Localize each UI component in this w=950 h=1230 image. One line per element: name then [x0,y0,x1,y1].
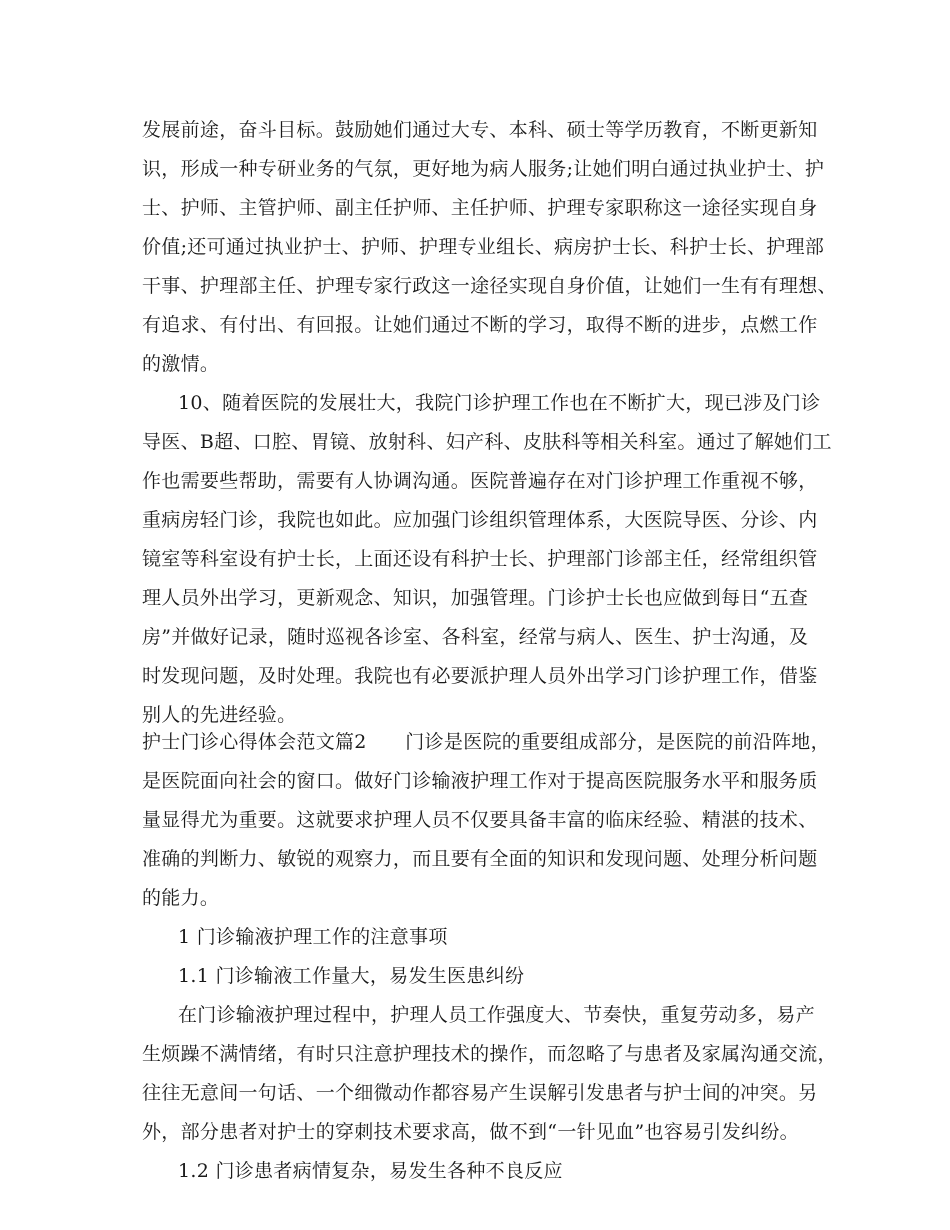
text-line: 10、随着医院的发展壮大，我院门诊护理工作也在不断扩大，现已涉及门诊 [178,392,821,414]
text-line: 导医、B超、口腔、胃镜、放射科、妇产科、皮肤科等相关科室。通过了解她们工 [142,431,832,453]
text-line: 别人的先进经验。 [142,704,297,726]
text-line: 重病房轻门诊，我院也如此。应加强门诊组织管理体系，大医院导医、分诊、内 [142,509,818,531]
text-line: 准确的判断力、敏锐的观察力，而且要有全面的知识和发现问题、处理分析问题 [142,848,818,870]
text-line: 外，部分患者对护士的穿刺技术要求高，做不到“一针见血”也容易引发纠纷。 [142,1121,799,1143]
text-line: 作也需要些帮助，需要有人协调沟通。医院普遍存在对门诊护理工作重视不够， [142,470,818,492]
text-line: 干事、护理部主任、护理专家行政这一途径实现自身价值，让她们一生有有理想、 [142,275,837,297]
text-line: 士、护师、主管护师、副主任护师、主任护师、护理专家职称这一途径实现自身 [142,197,818,219]
text-line: 往往无意间一句话、一个细微动作都容易产生误解引发患者与护士间的冲突。另 [142,1082,818,1104]
text-line: 识，形成一种专研业务的气氛，更好地为病人服务;让她们明白通过执业护士、护 [142,158,825,180]
subheading-line: 1.2 门诊患者病情复杂，易发生各种不良反应 [178,1160,563,1182]
text-line: 在门诊输液护理过程中，护理人员工作强度大、节奏快，重复劳动多，易产 [178,1004,815,1026]
subheading-line: 1.1 门诊输液工作量大，易发生医患纠纷 [178,965,525,987]
section-heading-line: 护士门诊心得体会范文篇2 门诊是医院的重要组成部分，是医院的前沿阵地， [142,731,830,753]
subheading-line: 1 门诊输液护理工作的注意事项 [178,926,448,948]
text-line: 量显得尤为重要。这就要求护理人员不仅要具备丰富的临床经验、精湛的技术、 [142,809,818,831]
text-line: 是医院面向社会的窗口。做好门诊输液护理工作对于提高医院服务水平和服务质 [142,770,818,792]
text-line: 有追求、有付出、有回报。让她们通过不断的学习，取得不断的进步，点燃工作 [142,314,818,336]
text-line: 的能力。 [142,887,220,909]
text-line: 理人员外出学习，更新观念、知识，加强管理。门诊护士长也应做到每日“五查 [142,587,809,609]
text-line: 价值;还可通过执业护士、护师、护理专业组长、病房护士长、科护士长、护理部 [142,236,825,258]
text-line: 时发现问题，及时处理。我院也有必要派护理人员外出学习门诊护理工作，借鉴 [142,665,818,687]
text-line: 的激情。 [142,353,220,375]
text-line: 发展前途，奋斗目标。鼓励她们通过大专、本科、硕士等学历教育，不断更新知 [142,119,818,141]
text-line: 镜室等科室设有护士长，上面还设有科护士长、护理部门诊部主任，经常组织管 [142,548,818,570]
text-line: 生烦躁不满情绪，有时只注意护理技术的操作，而忽略了与患者及家属沟通交流， [142,1043,837,1065]
text-line: 房”并做好记录，随时巡视各诊室、各科室，经常与病人、医生、护士沟通，及 [142,626,809,648]
